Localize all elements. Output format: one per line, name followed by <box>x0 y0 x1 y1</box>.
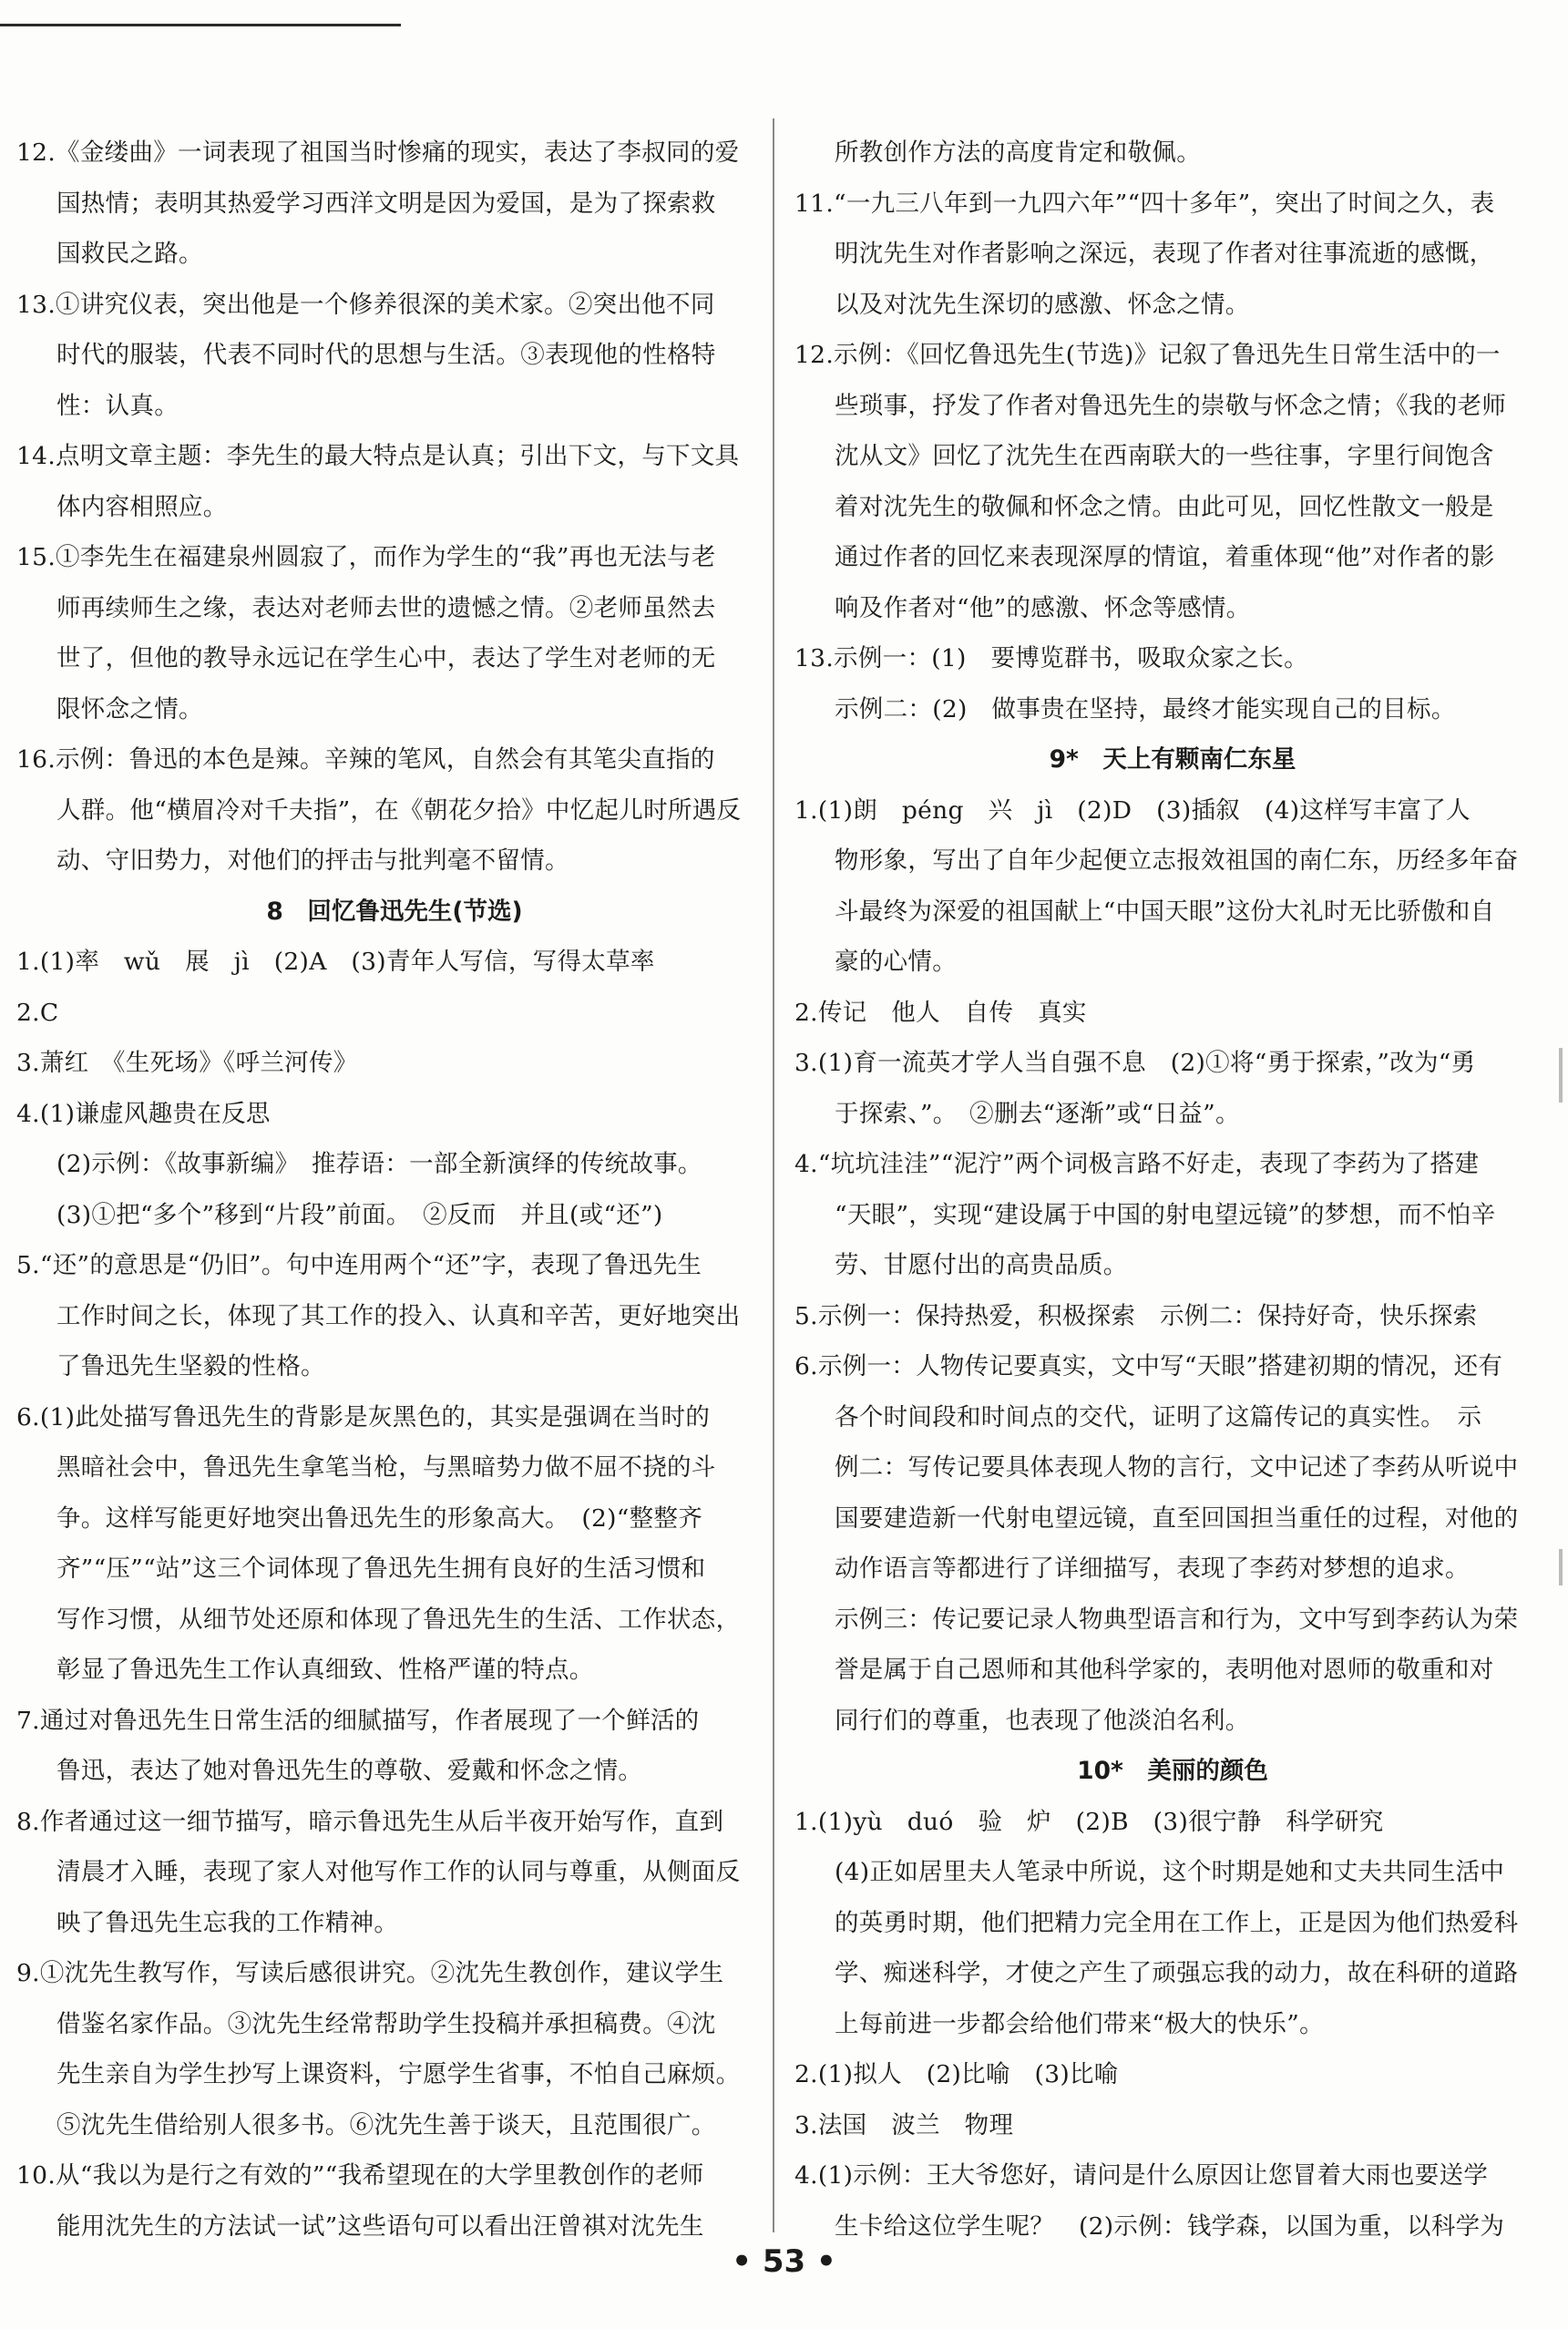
answer-line: 豪的心情。 <box>835 948 957 976</box>
section-heading: 10* 美丽的颜色 <box>1077 1757 1268 1785</box>
answer-line: 示例二：(2) 做事贵在坚持，最终才能实现自己的目标。 <box>835 694 1456 723</box>
answer-line: 1.(1)yù duó 验 炉 (2)B (3)很宁静 科学研究 <box>794 1807 1384 1836</box>
page-number: • 53 • <box>732 2243 836 2280</box>
answer-line: 各个时间段和时间点的交代，证明了这篇传记的真实性。 示 <box>835 1402 1482 1431</box>
answer-line: “天眼”，实现“建设属于中国的射电望远镜”的梦想，而不怕辛 <box>835 1200 1496 1229</box>
answer-line: 2.C <box>16 998 59 1027</box>
answer-line: 清晨才入睡，表现了家人对他写作工作的认同与尊重，从侧面反 <box>56 1858 741 1886</box>
answer-line: 誉是属于自己恩师和其他科学家的，表明他对恩师的敬重和对 <box>835 1656 1494 1684</box>
answer-line: 工作时间之长，体现了其工作的投入、认真和辛苦，更好地突出 <box>56 1301 741 1330</box>
answer-line: 能用沈先生的方法试一试”这些语句可以看出汪曾祺对沈先生 <box>56 2211 704 2241</box>
answer-line: 斗最终为深爱的祖国献上“中国天眼”这份大礼时无比骄傲和自 <box>835 897 1495 926</box>
answer-line: 12.示例：《回忆鲁迅先生(节选)》记叙了鲁迅先生日常生活中的一 <box>794 341 1501 369</box>
answer-line: 2.(1)拟人 (2)比喻 (3)比喻 <box>794 2060 1119 2088</box>
answer-line: 1.(1)率 wǔ 展 jì (2)A (3)青年人写信，写得太草率 <box>16 948 655 976</box>
answer-line: 性：认真。 <box>56 391 179 420</box>
answer-line: (2)示例：《故事新编》 推荐语：一部全新演绎的传统故事。 <box>56 1150 702 1178</box>
answer-line: 于探索、”。 ②删去“逐渐”或“日益”。 <box>835 1099 1240 1128</box>
left-column <box>16 128 773 2252</box>
answer-line: 借鉴名家作品。③沈先生经常帮助学生投稿并承担稿费。④沈 <box>56 2009 716 2038</box>
answer-line: 2.传记 他人 自传 真实 <box>794 998 1087 1027</box>
answer-line: 先生亲自为学生抄写上课资料，宁愿学生省事，不怕自己麻烦。 <box>56 2060 741 2088</box>
answer-line: (4)正如居里夫人笔录中所说，这个时期是她和丈夫共同生活中 <box>835 1858 1505 1886</box>
answer-line: 11.“一九三八年到一九四六年”“四十多年”，突出了时间之久，表 <box>794 189 1495 218</box>
answer-line: 以及对沈先生深切的感激、怀念之情。 <box>835 290 1250 319</box>
answer-line: 动、守旧势力，对他们的抨击与批判毫不留情。 <box>56 846 569 875</box>
answer-line: 3.萧红 《生死场》《呼兰河传》 <box>16 1049 358 1077</box>
answer-line: 映了鲁迅先生忘我的工作精神。 <box>56 1908 399 1937</box>
answer-line: 6.(1)此处描写鲁迅先生的背影是灰黑色的，其实是强调在当时的 <box>16 1402 711 1431</box>
answer-line: 时代的服装，代表不同时代的思想与生活。③表现他的性格特 <box>56 341 716 369</box>
answer-line: 4.(1)示例：王大爷您好，请问是什么原因让您冒着大雨也要送学 <box>794 2161 1489 2190</box>
answer-line: 5.“还”的意思是“仍旧”。句中连用两个“还”字，表现了鲁迅先生 <box>16 1251 702 1279</box>
answer-line: ⑤沈先生借给别人很多书。⑥沈先生善于谈天，且范围很广。 <box>56 2110 716 2139</box>
answer-line: 响及作者对“他”的感激、怀念等感情。 <box>835 593 1251 622</box>
right-column <box>794 128 1551 2252</box>
answer-line: 1.(1)朗 péng 兴 jì (2)D (3)插叙 (4)这样写丰富了人 <box>794 795 1471 825</box>
answer-line: 动作语言等都进行了详细描写，表现了李药对梦想的追求。 <box>835 1554 1470 1583</box>
answer-line: 生卡给这位学生呢？ (2)示例：钱学森，以国为重，以科学为 <box>835 2211 1505 2241</box>
answer-line: 13.示例一：(1) 要博览群书，吸取众家之长。 <box>794 644 1308 672</box>
scan-edge-mark <box>1559 1048 1563 1103</box>
top-rule <box>0 24 401 26</box>
column-divider <box>773 118 774 2232</box>
answer-line: (3)①把“多个”移到“片段”前面。 ②反而 并且(或“还”) <box>56 1200 663 1229</box>
answer-line: 国热情；表明其热爱学习西洋文明是因为爱国，是为了探索救 <box>56 189 716 218</box>
answer-line: 8.作者通过这一细节描写，暗示鲁迅先生从后半夜开始写作，直到 <box>16 1807 724 1836</box>
answer-line: 国要建造新一代射电望远镜，直至回国担当重任的过程，对他的 <box>835 1503 1519 1533</box>
answer-line: 彰显了鲁迅先生工作认真细致、性格严谨的特点。 <box>56 1656 594 1684</box>
answer-line: 14.点明文章主题：李先生的最大特点是认真；引出下文，与下文具 <box>16 442 740 470</box>
answer-line: 着对沈先生的敬佩和怀念之情。由此可见，回忆性散文一般是 <box>835 492 1494 521</box>
answer-line: 体内容相照应。 <box>56 492 228 521</box>
section-heading: 8 回忆鲁迅先生(节选) <box>266 897 523 926</box>
answer-line: 6.示例一：人物传记要真实，文中写“天眼”搭建初期的情况，还有 <box>794 1352 1503 1380</box>
answer-line: 限怀念之情。 <box>56 694 203 723</box>
answer-line: 3.法国 波兰 物理 <box>794 2110 1014 2139</box>
answer-line: 些琐事，抒发了作者对鲁迅先生的崇敬与怀念之情；《我的老师 <box>835 391 1507 420</box>
answer-line: 师再续师生之缘，表达对老师去世的遗憾之情。②老师虽然去 <box>56 593 716 622</box>
answer-line: 写作习惯，从细节处还原和体现了鲁迅先生的生活、工作状态， <box>56 1605 741 1634</box>
answer-line: 物形象，写出了自年少起便立志报效祖国的南仁东，历经多年奋 <box>835 846 1519 875</box>
answer-line: 同行们的尊重，也表现了他淡泊名利。 <box>835 1706 1250 1735</box>
answer-line: 所教创作方法的高度肯定和敬佩。 <box>835 139 1201 167</box>
answer-line: 10.从“我以为是行之有效的”“我希望现在的大学里教创作的老师 <box>16 2161 704 2190</box>
answer-line: 通过作者的回忆来表现深厚的情谊，着重体现“他”对作者的影 <box>835 543 1495 571</box>
answer-line: 齐”“压”“站”这三个词体现了鲁迅先生拥有良好的生活习惯和 <box>56 1554 706 1583</box>
answer-line: 示例三：传记要记录人物典型语言和行为，文中写到李药认为荣 <box>835 1605 1519 1634</box>
answer-line: 劳、甘愿付出的高贵品质。 <box>835 1251 1128 1279</box>
answer-line: 世了，但他的教导永远记在学生心中，表达了学生对老师的无 <box>56 644 716 672</box>
answer-line: 7.通过对鲁迅先生日常生活的细腻描写，作者展现了一个鲜活的 <box>16 1706 700 1735</box>
answer-line: 4.(1)谦虚风趣贵在反思 <box>16 1099 271 1128</box>
answer-line: 争。这样写能更好地突出鲁迅先生的形象高大。 (2)“整整齐 <box>56 1503 703 1533</box>
answer-line: 3.(1)育一流英才学人当自强不息 (2)①将“勇于探索，”改为“勇 <box>794 1049 1476 1077</box>
answer-line: 上每前进一步都会给他们带来“极大的快乐”。 <box>835 2009 1324 2038</box>
answer-line: 鲁迅，表达了她对鲁迅先生的尊敬、爱戴和怀念之情。 <box>56 1757 643 1785</box>
answer-line: 16.示例：鲁迅的本色是辣。辛辣的笔风，自然会有其笔尖直指的 <box>16 745 715 774</box>
answer-line: 沈从文》回忆了沈先生在西南联大的一些往事，字里行间饱含 <box>835 442 1494 470</box>
answer-line: 的英勇时期，他们把精力完全用在工作上，正是因为他们热爱科 <box>835 1908 1519 1937</box>
answer-line: 4.“坑坑洼洼”“泥泞”两个词极言路不好走，表现了李药为了搭建 <box>794 1150 1480 1178</box>
answer-line: 5.示例一：保持热爱，积极探索 示例二：保持好奇，快乐探索 <box>794 1301 1478 1330</box>
answer-line: 例二：写传记要具体表现人物的言行，文中记述了李药从听说中 <box>835 1453 1519 1482</box>
answer-line: 13.①讲究仪表，突出他是一个修养很深的美术家。②突出他不同 <box>16 290 715 319</box>
section-heading: 9* 天上有颗南仁东星 <box>1049 745 1296 774</box>
answer-line: 明沈先生对作者影响之深远，表现了作者对往事流逝的感慨， <box>835 240 1494 268</box>
answer-line: 12.《金缕曲》一词表现了祖国当时惨痛的现实，表达了李叔同的爱 <box>16 139 740 167</box>
answer-line: 15.①李先生在福建泉州圆寂了，而作为学生的“我”再也无法与老 <box>16 543 716 571</box>
scan-edge-mark <box>1559 1549 1563 1585</box>
answer-line: 了鲁迅先生坚毅的性格。 <box>56 1352 325 1380</box>
answer-line: 学、痴迷科学，才使之产生了顽强忘我的动力，故在科研的道路 <box>835 1959 1519 1987</box>
answer-line: 9.①沈先生教写作，写读后感很讲究。②沈先生教创作，建议学生 <box>16 1959 724 1987</box>
answer-line: 国救民之路。 <box>56 240 203 268</box>
answer-line: 人群。他“横眉冷对千夫指”，在《朝花夕拾》中忆起儿时所遇反 <box>56 795 742 825</box>
answer-line: 黑暗社会中，鲁迅先生拿笔当枪，与黑暗势力做不屈不挠的斗 <box>56 1453 716 1482</box>
